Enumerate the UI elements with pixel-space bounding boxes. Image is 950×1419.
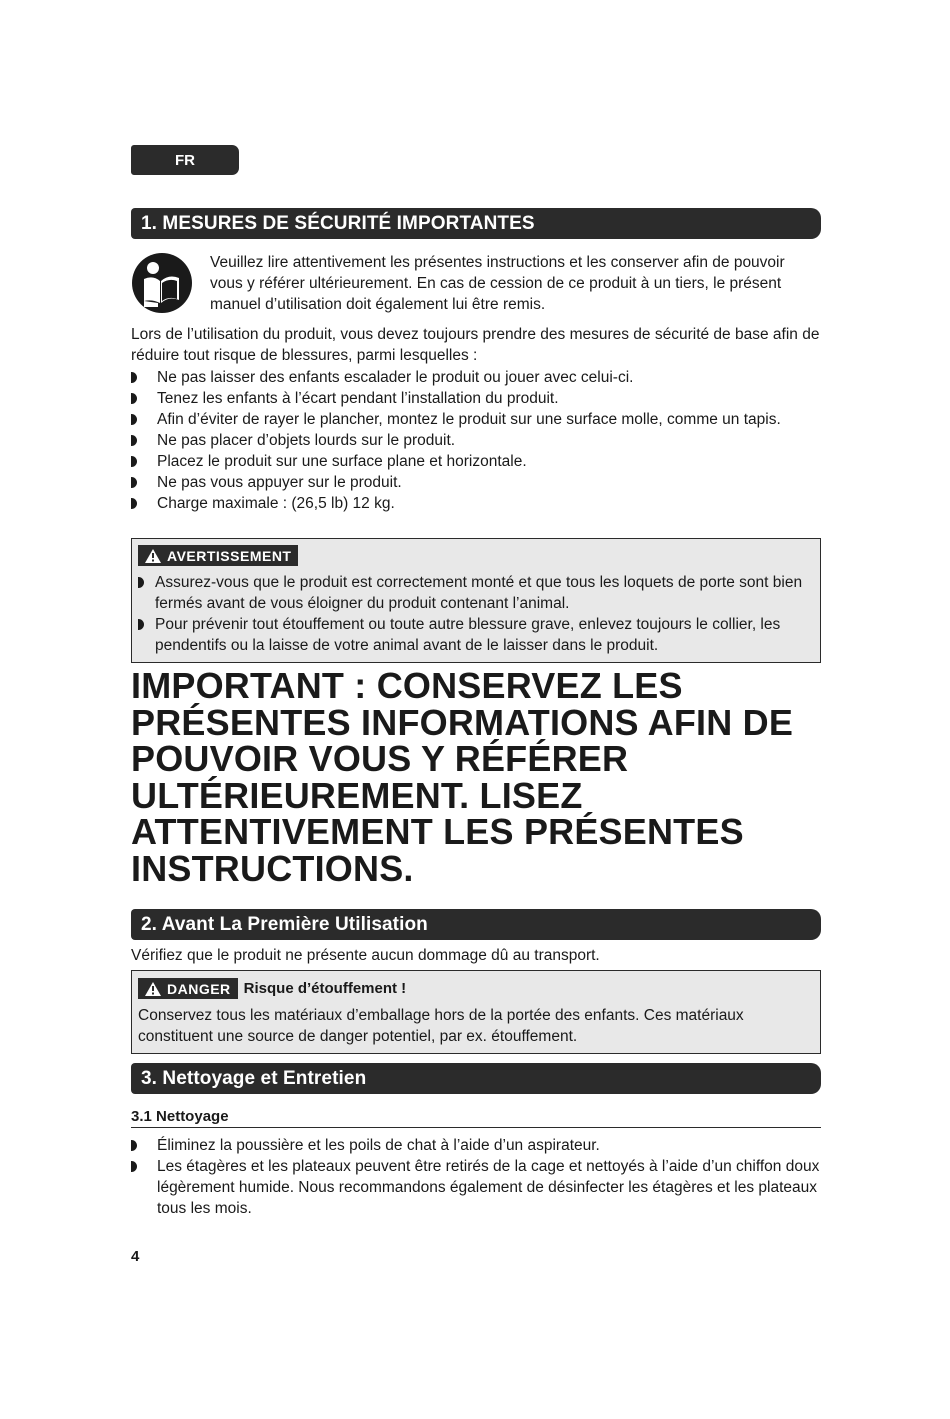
language-badge: FR xyxy=(131,145,239,175)
bullet-icon xyxy=(131,1161,137,1172)
list-item: Éliminez la poussière et les poils de chat à l’aide d’un aspirateur. xyxy=(131,1135,821,1156)
bullet-icon xyxy=(138,577,144,588)
danger-tag: DANGER xyxy=(138,978,238,999)
page-number: 4 xyxy=(131,1248,140,1265)
bullet-icon xyxy=(131,393,137,404)
bullet-icon xyxy=(131,372,137,383)
list-item: Placez le produit sur une surface plane et horizontale. xyxy=(131,451,821,472)
lead-text: Lors de l’utilisation du produit, vous devez toujours prendre des mesures de sécurité de base afin de réduire tout risque de blessures, parmi lesquelles : xyxy=(131,326,820,364)
list-item: Ne pas laisser des enfants escalader le produit ou jouer avec celui-ci. xyxy=(131,367,821,388)
transport-check-text: Vérifiez que le produit ne présente aucun dommage dû au transport. xyxy=(131,947,600,964)
list-item: Ne pas vous appuyer sur le produit. xyxy=(131,472,821,493)
list-item: Pour prévenir tout étouffement ou toute autre blessure grave, enlevez toujours le collier, les pendentifs ou la laisse de votre animal avant de le laisser dans le produit. xyxy=(138,614,814,656)
read-manual-icon xyxy=(131,252,193,314)
warning-list xyxy=(138,572,814,656)
bullet-icon xyxy=(131,456,137,467)
section-2-header: 2. Avant La Première Utilisation xyxy=(131,909,821,940)
bullet-icon xyxy=(131,435,137,446)
subsection-title: 3.1 Nettoyage xyxy=(131,1108,821,1128)
danger-heading: Risque d’étouffement ! xyxy=(243,980,407,997)
list-item: Ne pas placer d’objets lourds sur le produit. xyxy=(131,430,821,451)
warning-box xyxy=(131,538,821,663)
danger-text: Conservez tous les matériaux d’emballage hors de la portée des enfants. Ces matériaux constituent une source de danger potentiel, par ex. étouffement. xyxy=(138,1007,744,1045)
list-item: Les étagères et les plateaux peuvent être retirés de la cage et nettoyés à l’aide d’un chiffon doux légèrement humide. Nous recommandons également de désinfecter les étagères et les plateaux tous les mois. xyxy=(131,1156,821,1219)
warning-triangle-icon xyxy=(145,982,161,996)
list-item: Afin d’éviter de rayer le plancher, montez le produit sur une surface molle, comme un tapis. xyxy=(131,409,821,430)
cleaning-list xyxy=(131,1135,821,1219)
warning-tag: AVERTISSEMENT xyxy=(138,545,298,566)
important-notice: IMPORTANT : CONSERVEZ LES PRÉSENTES INFORMATIONS AFIN DE POUVOIR VOUS Y RÉFÉRER ULTÉRIEUREMENT. LISEZ ATTENTIVEMENT LES PRÉSENTES INSTRUCTIONS. xyxy=(131,665,794,889)
list-item: Charge maximale : (26,5 lb) 12 kg. xyxy=(131,493,821,514)
bullet-icon xyxy=(131,414,137,425)
bullet-icon xyxy=(131,498,137,509)
list-item: Tenez les enfants à l’écart pendant l’installation du produit. xyxy=(131,388,821,409)
bullet-icon xyxy=(131,477,137,488)
bullet-icon xyxy=(131,1140,137,1151)
section-1-header: 1. MESURES DE SÉCURITÉ IMPORTANTES xyxy=(131,208,821,239)
safety-list xyxy=(131,367,821,514)
danger-box xyxy=(131,970,821,1054)
intro-text: Veuillez lire attentivement les présentes instructions et les conserver afin de pouvoir vous y référer ultérieurement. En cas de cession de ce produit à un tiers, le présent manuel d’utilisation doit également lui être remis. xyxy=(210,254,785,313)
bullet-icon xyxy=(138,619,144,630)
list-item: Assurez-vous que le produit est correctement monté et que tous les loquets de porte sont bien fermés avant de vous éloigner du produit contenant l’animal. xyxy=(138,572,814,614)
section-3-header: 3. Nettoyage et Entretien xyxy=(131,1063,821,1094)
warning-triangle-icon xyxy=(145,549,161,563)
